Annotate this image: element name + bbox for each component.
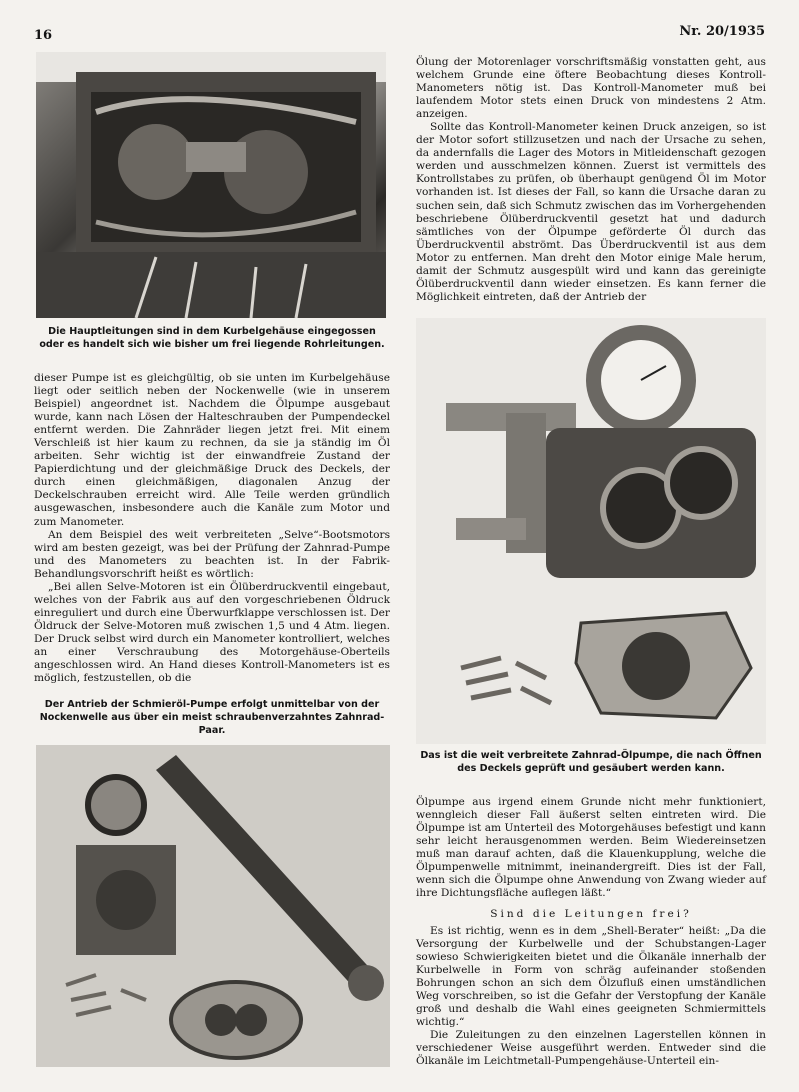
- engine-photo-caption: Die Hauptleitungen sind in dem Kurbelgehäuse eingegossen oder es handelt sich wie bisher um frei liegende Rohrleitungen.: [39, 326, 385, 350]
- page-number: 16: [34, 28, 53, 43]
- gear-oil-pump-photo: [416, 318, 766, 744]
- left-paragraph-1: dieser Pumpe ist es gleichgültig, ob sie unten im Kurbelgehäuse liegt oder seitlich neben der Nockenwelle (wie in unserem Beispiel) angeordnet ist. Nachdem die Ölpumpe ausgebaut wurde, kann nach Lösen der Halteschrauben der Pumpendeckel entfernt werden. Die Zahnräder liegen jetzt frei. Mit einem Verschleiß ist hier kaum zu rechnen, da sie ja ständig im Öl arbeiten. Sehr wichtig ist der einwandfreie Zustand der Papierdichtung und der gleichmäßige Druck des Deckels, der durch einen gleichmäßigen, diagonalen Anzug der Deckelschrauben erreicht wird. Alle Teile werden gründlich ausgewaschen, insbesondere auch die Kanäle zum Motor und zum Manometer.: [34, 372, 390, 528]
- issue-number: Nr. 20/1935: [679, 24, 765, 39]
- right-paragraph-5: Die Zuleitungen zu den einzelnen Lagerstellen können in verschiedener Weise ausgeführt werden. Entweder sind die Ölkanäle im Leichtmetall-Pumpengehäuse-Unterteil ein-: [416, 1029, 766, 1068]
- engine-crankcase-photo: [36, 52, 386, 318]
- camshaft-pump-photo: [36, 745, 390, 1067]
- right-paragraph-2: Sollte das Kontroll-Manometer keinen Druck anzeigen, so ist der Motor sofort stillzusetzen und nach der Ursache zu sehen, da andernfalls die Lager des Motors in Mitleidenschaft gezogen werden und ausschmelzen können. Zuerst ist vermittels des Kontrollstabes zu prüfen, ob überhaupt genügend Öl im Motor vorhanden ist. Ist dieses der Fall, so kann die Ursache daran zu suchen sein, daß sich Schmutz zwischen das im Vorhergehenden beschriebene Ölüberdruckventil gesetzt hat und dadurch sämtliches von der Ölpumpe geförderte Öl durch das Überdruckventil abströmt. Das Überdruckventil ist aus dem Motor zu entfernen. Man dreht den Motor einige Male herum, damit der Schmutz ausgespült wird und kann das gereinigte Ölüberdruckventil dann wieder einsetzen. Es kann ferner die Möglichkeit eintreten, daß der Antrieb der: [416, 121, 766, 303]
- right-column-bottom-text: [416, 796, 766, 900]
- right-column-top-text: [416, 56, 766, 304]
- left-column-text: [34, 372, 390, 685]
- camshaft-photo-caption: Der Antrieb der Schmieröl-Pumpe erfolgt unmittelbar von der Nockenwelle aus über ein meist schraubenverzahntes Zahnrad-Paar.: [39, 699, 385, 736]
- right-paragraph-1: Ölung der Motorenlager vorschriftsmäßig vonstatten geht, aus welchem Grunde eine öftere Beobachtung dieses Kontroll-Manometers nötig ist. Das Kontroll-Manometer muß bei laufendem Motor stets einen Druck von mindestens 2 Atm. anzeigen.: [416, 56, 766, 121]
- left-paragraph-2: An dem Beispiel des weit verbreiteten „Selve“-Bootsmotors wird am besten gezeigt, was bei der Prüfung der Zahnrad-Pumpe und des Manometers zu beachten ist. In der Fabrik-Behandlungsvorschrift heißt es wörtlich:: [34, 528, 390, 580]
- right-paragraph-4: Es ist richtig, wenn es in dem „Shell-Berater“ heißt: „Da die Versorgung der Kurbelwelle und der Schubstangen-Lager sowieso Schwierigkeiten bietet und die Ölkanäle innerhalb der Kurbelwelle in Form von schräg aufeinander stoßenden Bohrungen schon an sich dem Ölzufluß einen umständlichen Weg vorschreiben, so ist die Gefahr der Verstopfung der Kanäle groß und deshalb die Wahl eines geeigneten Schmiermittels wichtig.“: [416, 925, 766, 1029]
- right-paragraph-3: Ölpumpe aus irgend einem Grunde nicht mehr funktioniert, wenngleich dieser Fall äußerst selten eintreten wird. Die Ölpumpe ist am Unterteil des Motorgehäuses befestigt und kann sehr leicht herausgenommen werden. Beim Wiedereinsetzen muß man darauf achten, daß die Klauenkupplung, welche die Ölpumpenwelle mitnimmt, ineinandergreift. Dies ist der Fall, wenn sich die Ölpumpe ohne Anwendung von Zwang wieder auf ihre Dichtungsfläche auflegen läßt.“: [416, 796, 766, 900]
- section-subheading: Sind die Leitungen frei?: [490, 908, 692, 920]
- right-column-bottom-text-2: [416, 925, 766, 1069]
- pump-photo-caption: Das ist die weit verbreitete Zahnrad-Ölpumpe, die nach Öffnen des Deckels geprüft und gesäubert werden kann.: [420, 750, 762, 774]
- left-paragraph-3: „Bei allen Selve-Motoren ist ein Ölüberdruckventil eingebaut, welches von der Fabrik aus auf den vorgeschriebenen Öldruck einreguliert und durch eine Überwurfklappe verschlossen ist. Der Öldruck der Selve-Motoren muß zwischen 1,5 und 4 Atm. liegen. Der Druck selbst wird durch ein Manometer kontrolliert, welches an einer Verschraubung des Motorgehäuse-Oberteils angeschlossen wird. An Hand dieses Kontroll-Manometers ist es möglich, festzustellen, ob die: [34, 580, 390, 685]
